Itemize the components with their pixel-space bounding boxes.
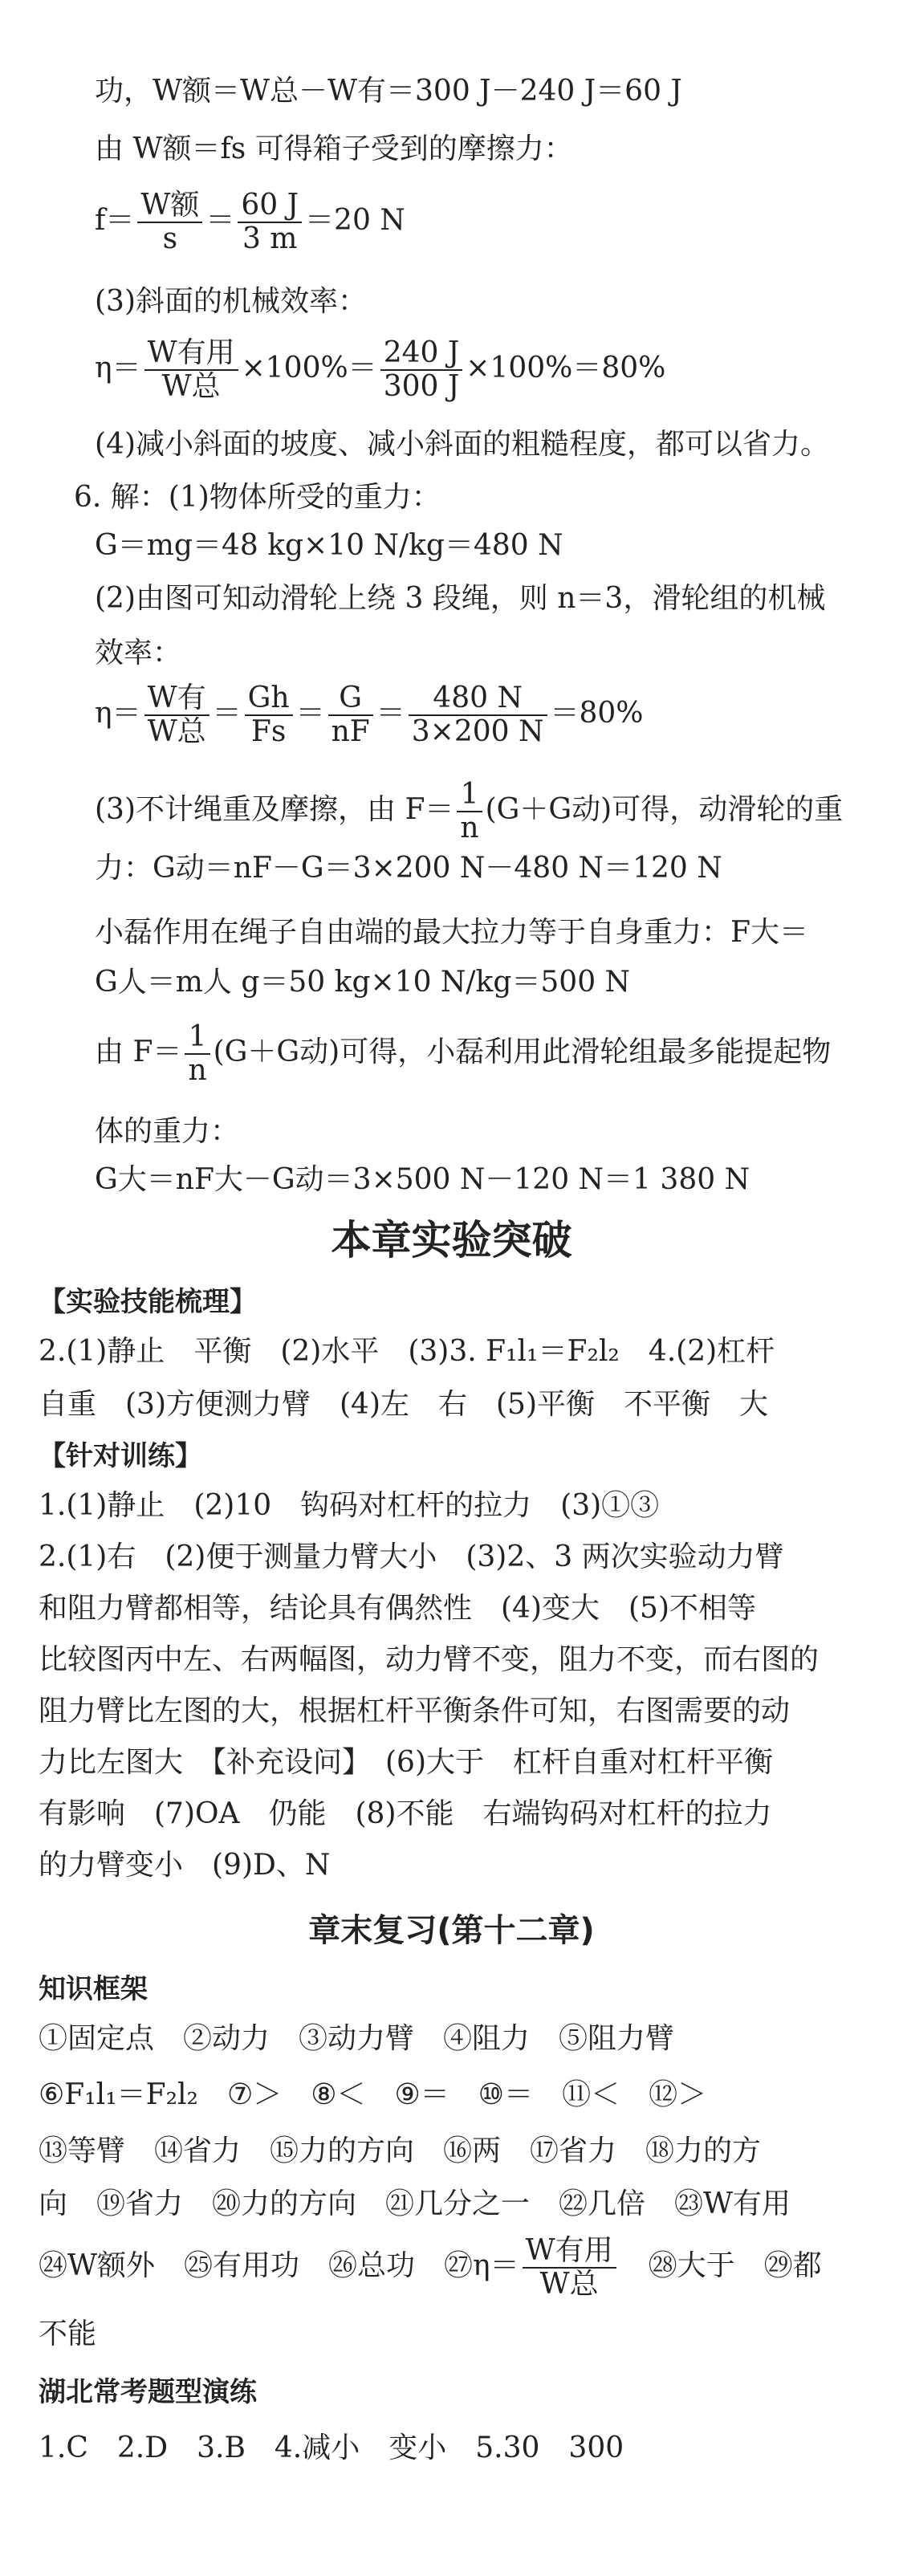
section-title: 章末复习(第十二章) <box>308 1912 595 1949</box>
text-line: (2)由图可知动滑轮上绕 3 段绳，则 n＝3，滑轮组的机械 <box>95 582 826 615</box>
formula-text: ＝ <box>376 697 405 730</box>
denominator: W总 <box>539 2268 599 2301</box>
formula-text: ＝ <box>212 697 242 730</box>
denominator: W总 <box>147 715 206 748</box>
formula-text: f＝ <box>95 204 135 237</box>
text-line: 阻力臂比左图的大，根据杠杆平衡条件可知，右图需要的动 <box>39 1695 791 1728</box>
text-line: 向 ⑲省力 ⑳力的方向 ㉑几分之一 ㉒几倍 ㉓W有用 <box>39 2187 791 2220</box>
formula-line <box>95 779 843 844</box>
formula-text: (G＋G动)可得，动滑轮的重 <box>485 793 844 826</box>
formula-text: η＝ <box>95 352 141 385</box>
text-line: 体的重力： <box>95 1115 240 1148</box>
numerator: G <box>328 682 373 716</box>
formula-line <box>95 1021 831 1087</box>
text-line: 力比左图大 【补充设问】 (6)大于 杠杆自重对杠杆平衡 <box>39 1746 773 1779</box>
denominator: 3×200 N <box>411 715 544 748</box>
formula-text: ＝ <box>205 204 235 237</box>
formula-text: ×100%＝ <box>241 352 377 385</box>
fraction <box>185 1021 209 1087</box>
fraction <box>137 189 202 255</box>
formula-text: ＝ <box>295 697 325 730</box>
fraction <box>144 337 238 403</box>
denominator: 300 J <box>383 370 460 403</box>
text-line: 1.(1)静止 (2)10 钩码对杠杆的拉力 (3)①③ <box>39 1489 660 1522</box>
numerator: 240 J <box>380 337 463 371</box>
numerator: 60 J <box>238 189 302 223</box>
fraction <box>144 682 209 748</box>
text-line: G大＝nF大－G动＝3×500 N－120 N＝1 380 N <box>95 1163 750 1196</box>
formula-text: (3)不计绳重及摩擦，由 F＝ <box>95 793 454 826</box>
fraction <box>245 682 293 748</box>
formula-text: η＝ <box>95 697 141 730</box>
formula-pulley-efficiency <box>95 682 644 748</box>
text-line: 6. 解：(1)物体所受的重力： <box>74 481 441 514</box>
numerator: 480 N <box>409 682 547 716</box>
text-line: (3)斜面的机械效率： <box>95 285 367 318</box>
text-line: 功，W额＝W总－W有＝300 J－240 J＝60 J <box>95 75 682 108</box>
formula-line <box>39 2235 822 2301</box>
text-line: 2.(1)静止 平衡 (2)水平 (3)3. F₁l₁＝F₂l₂ 4.(2)杠杆 <box>39 1335 775 1368</box>
text-line: (4)减小斜面的坡度、减小斜面的粗糙程度，都可以省力。 <box>95 428 829 461</box>
numerator: W有用 <box>144 337 238 371</box>
numerator: W额 <box>137 189 202 223</box>
fraction <box>380 337 463 403</box>
text-line: ⑬等臂 ⑭省力 ⑮力的方向 ⑯两 ⑰省力 ⑱力的方 <box>39 2134 762 2167</box>
text-line: 和阻力臂都相等，结论具有偶然性 (4)变大 (5)不相等 <box>39 1592 756 1625</box>
numerator: W有 <box>144 682 209 716</box>
text-line: 不能 <box>39 2318 97 2350</box>
formula-text: ＝20 N <box>305 204 405 237</box>
fraction <box>238 189 302 255</box>
formula-text: ㉘大于 ㉙都 <box>619 2249 822 2282</box>
text-line: 小磊作用在绳子自由端的最大拉力等于自身重力：F大＝ <box>95 916 808 949</box>
text-line: 由 W额＝fs 可得箱子受到的摩擦力： <box>95 132 573 165</box>
numerator: Gh <box>245 682 293 716</box>
section-subtitle: 知识框架 <box>39 1973 148 2005</box>
formula-text: (G＋G动)可得，小磊利用此滑轮组最多能提起物 <box>213 1036 832 1068</box>
formula-text: ×100%＝80% <box>466 352 666 385</box>
fraction <box>457 779 482 844</box>
section-subtitle: 湖北常考题型演练 <box>39 2376 257 2408</box>
numerator: 1 <box>457 779 482 812</box>
text-line: 自重 (3)方便测力臂 (4)左 右 (5)平衡 不平衡 大 <box>39 1388 768 1421</box>
text-line: 效率： <box>95 637 182 669</box>
numerator: 1 <box>185 1021 209 1055</box>
text-line: 力：G动＝nF－G＝3×200 N－480 N＝120 N <box>95 852 722 885</box>
fraction <box>328 682 373 748</box>
text-line: 1.C 2.D 3.B 4.减小 变小 5.30 300 <box>39 2432 624 2464</box>
formula-friction <box>95 189 405 255</box>
fraction <box>409 682 547 748</box>
formula-text: ㉔W额外 ㉕有用功 ㉖总功 ㉗η＝ <box>39 2249 519 2282</box>
denominator: n <box>460 812 479 844</box>
formula-text: 由 F＝ <box>95 1036 182 1068</box>
formula-text: ＝80% <box>550 697 644 730</box>
denominator: W总 <box>161 370 221 403</box>
fraction <box>523 2235 616 2301</box>
text-line: G＝mg＝48 kg×10 N/kg＝480 N <box>95 529 563 562</box>
denominator: s <box>162 222 178 255</box>
section-tag: 【针对训练】 <box>39 1440 202 1472</box>
text-line: ⑥F₁l₁＝F₂l₂ ⑦＞ ⑧＜ ⑨＝ ⑩＝ ⑪＜ ⑫＞ <box>39 2078 707 2111</box>
section-title: 本章实验突破 <box>331 1217 572 1264</box>
denominator: Fs <box>250 715 287 748</box>
denominator: n <box>188 1054 207 1087</box>
denominator: nF <box>331 715 370 748</box>
text-line: 的力臂变小 (9)D、N <box>39 1849 331 1882</box>
text-line: 2.(1)右 (2)便于测量力臂大小 (3)2、3 两次实验动力臂 <box>39 1540 784 1573</box>
text-line: ①固定点 ②动力 ③动力臂 ④阻力 ⑤阻力臂 <box>39 2022 675 2055</box>
denominator: 3 m <box>242 222 298 255</box>
numerator: W有用 <box>523 2235 616 2269</box>
text-line: 有影响 (7)OA 仍能 (8)不能 右端钩码对杠杆的拉力 <box>39 1797 772 1830</box>
text-line: G人＝m人 g＝50 kg×10 N/kg＝500 N <box>95 966 631 999</box>
formula-efficiency <box>95 337 665 403</box>
text-line: 比较图丙中左、右两幅图，动力臂不变，阻力不变，而右图的 <box>39 1643 820 1676</box>
section-tag: 【实验技能梳理】 <box>39 1286 257 1318</box>
